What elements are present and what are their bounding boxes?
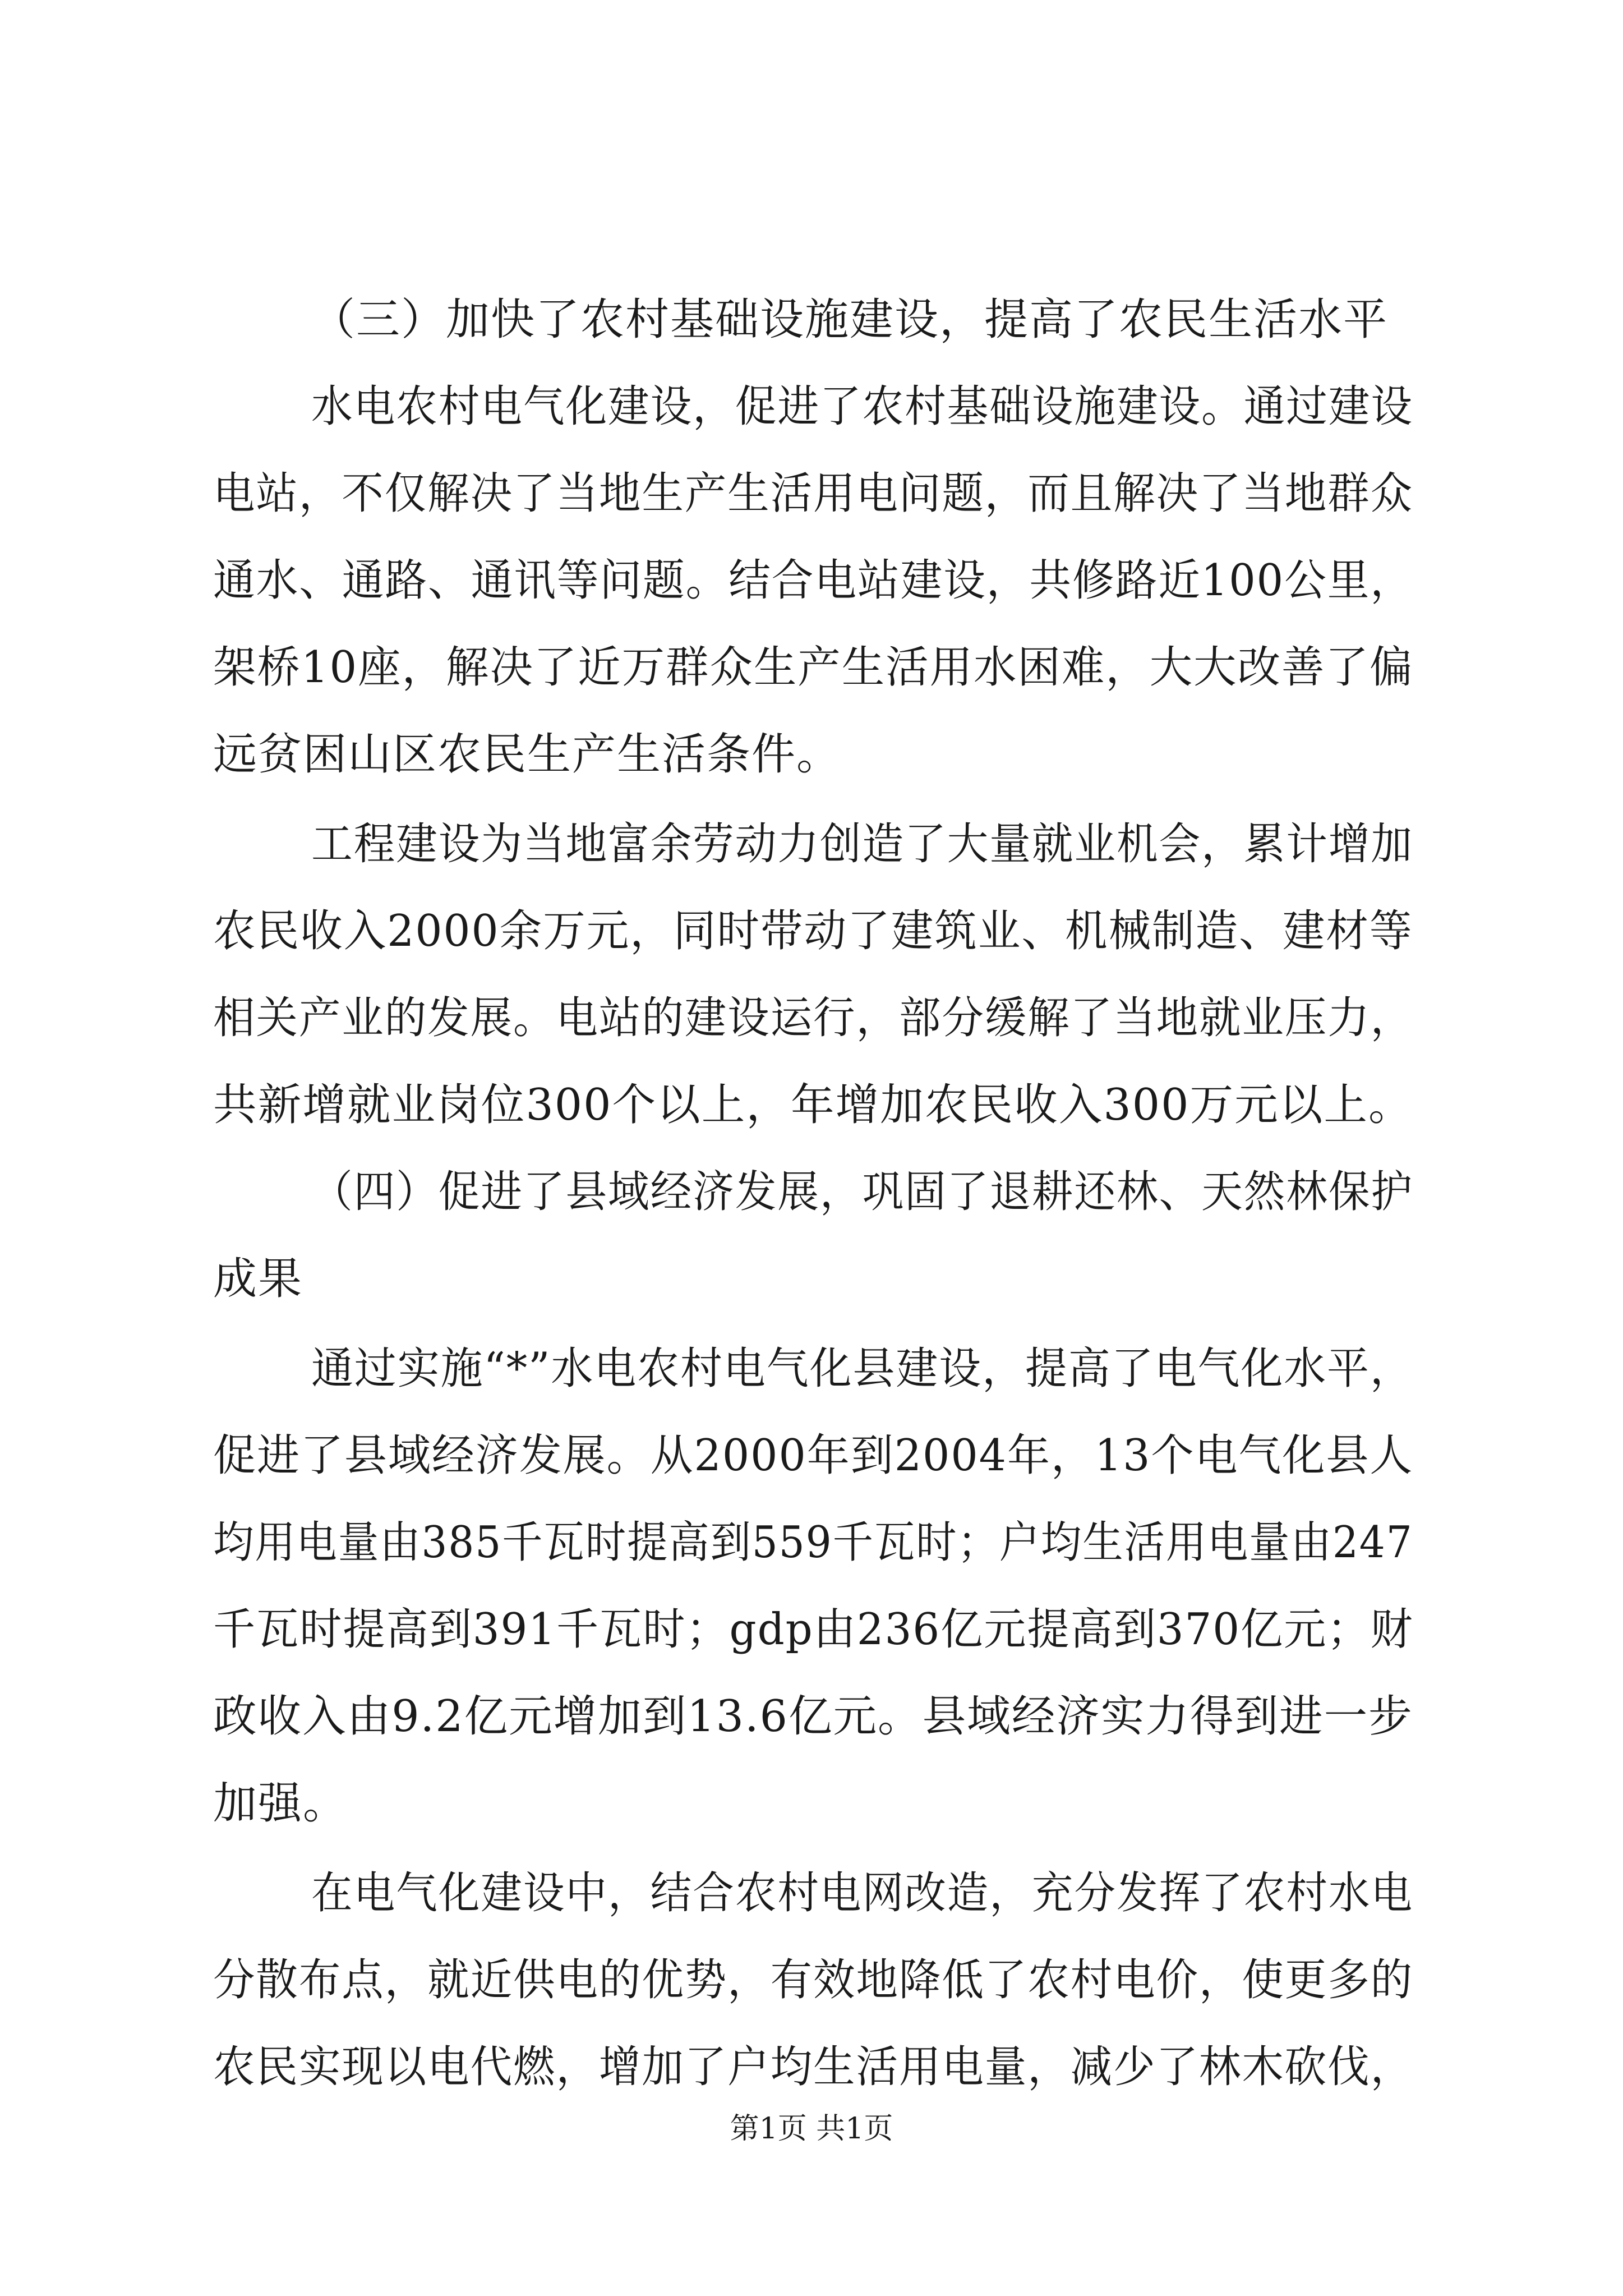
paragraph-line: 远贫困山区农民生产生活条件。 [213,729,842,780]
paragraph-line: 加强。 [213,1778,348,1829]
paragraph-line: 千瓦时提高到391千瓦时；gdp由236亿元提高到370亿元；财 [213,1604,1414,1655]
paragraph-line: 电站，不仅解决了当地生产生活用电问题，而且解决了当地群众 [213,468,1414,519]
paragraph-line: 相关产业的发展。电站的建设运行，部分缓解了当地就业压力， [213,993,1414,1043]
paragraph-line: 促进了县域经济发展。从2000年到2004年，13个电气化县人 [213,1430,1414,1481]
paragraph-line: 工程建设为当地富余劳动力创造了大量就业机会，累计增加 [311,819,1413,869]
paragraph-line: 农民实现以电代燃，增加了户均生活用电量，减少了林木砍伐， [213,2042,1414,2092]
heading-section-3: （三）加快了农村基础设施建设，提高了农民生活水平 [311,295,1389,345]
paragraph-line: 均用电量由385千瓦时提高到559千瓦时；户均生活用电量由247 [213,1517,1413,1568]
paragraph-line: 农民收入2000余万元，同时带动了建筑业、机械制造、建材等 [213,906,1413,956]
page-number-footer: 第1页 共1页 [730,2112,893,2146]
paragraph-line: 在电气化建设中，结合农村电网改造，充分发挥了农村水电 [311,1868,1413,1918]
heading-section-4-continued: 成果 [213,1254,303,1304]
paragraph-line: 水电农村电气化建设，促进了农村基础设施建设。通过建设 [311,381,1413,432]
paragraph-line: 架桥10座，解决了近万群众生产生活用水困难，大大改善了偏 [213,642,1414,693]
paragraph-line: 政收入由9.2亿元增加到13.6亿元。县域经济实力得到进一步 [213,1691,1413,1742]
paragraph-line: 通过实施“*”水电农村电气化县建设，提高了电气化水平， [311,1343,1413,1394]
paragraph-line: 通水、通路、通讯等问题。结合电站建设，共修路近100公里， [213,555,1413,606]
paragraph-line: 共新增就业岗位300个以上，年增加农民收入300万元以上。 [213,1080,1413,1130]
heading-section-4: （四）促进了县域经济发展，巩固了退耕还林、天然林保护 [311,1167,1413,1217]
paragraph-line: 分散布点，就近供电的优势，有效地降低了农村电价，使更多的 [213,1955,1414,2005]
